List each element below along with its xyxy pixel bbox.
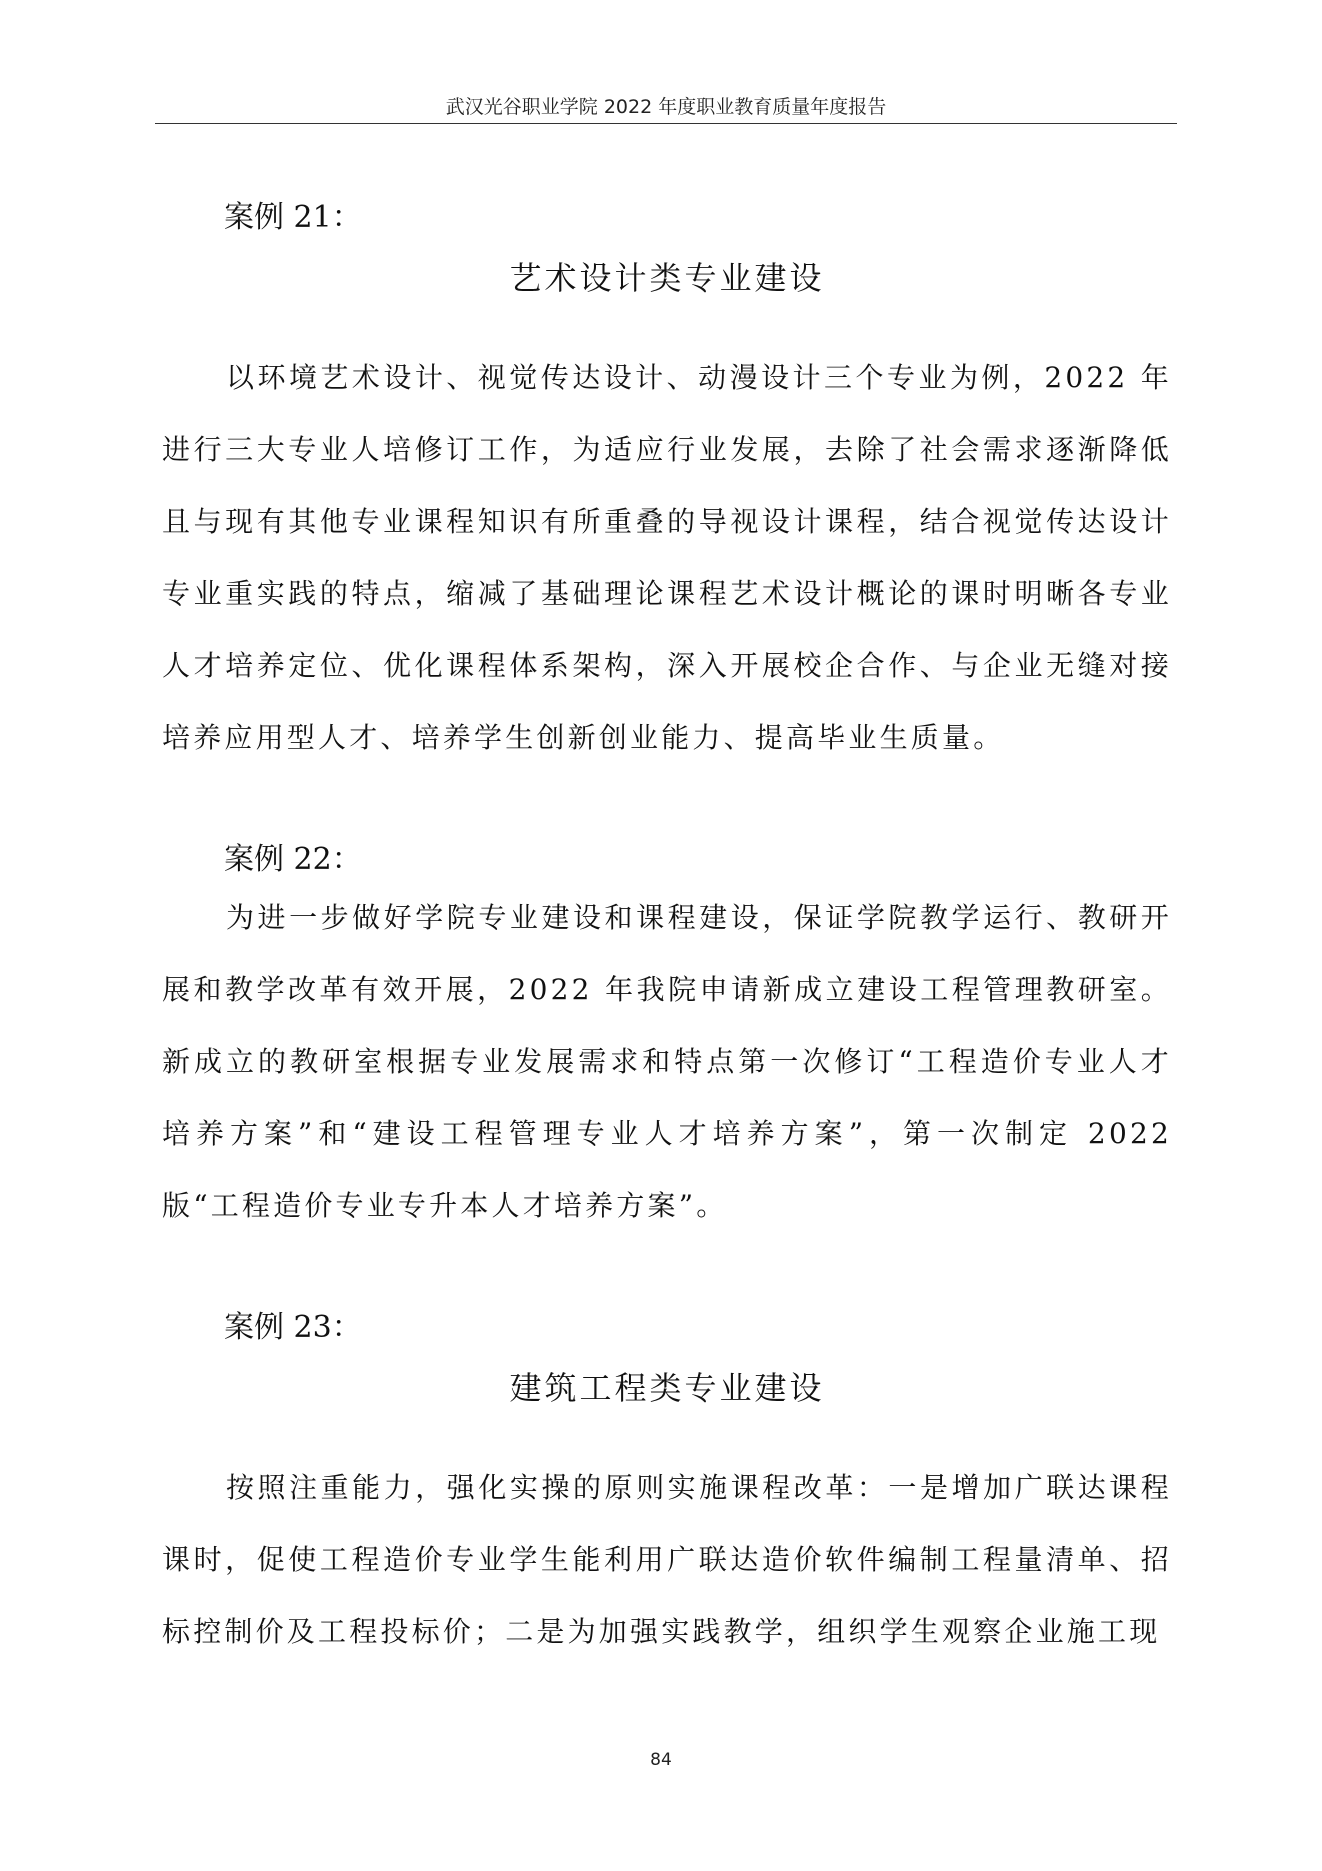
case-21-section [162,196,1172,774]
page-number: 84 [650,1750,672,1770]
case-23-paragraph: 按照注重能力，强化实操的原则实施课程改革：一是增加广联达课程课时，促使工程造价专业学生能利用广联达造价软件编制工程量清单、招标控制价及工程投标价；二是为加强实践教学，组织学生观察企业施工现 [162,1471,1172,1648]
header-divider [155,123,1177,124]
case-21-paragraph: 以环境艺术设计、视觉传达设计、动漫设计三个专业为例，2022 年进行三大专业人培修订工作，为适应行业发展，去除了社会需求逐渐降低且与现有其他专业课程知识有所重叠的导视设计课程，结合视觉传达设计专业重实践的特点，缩减了基础理论课程艺术设计概论的课时明晰各专业人才培养定位、优化课程体系架构，深入开展校企合作、与企业无缝对接培养应用型人才、培养学生创新创业能力、提高毕业生质量。 [162,361,1172,754]
case-22-paragraph: 为进一步做好学院专业建设和课程建设，保证学院教学运行、教研开展和教学改革有效开展，2022 年我院申请新成立建设工程管理教研室。新成立的教研室根据专业发展需求和特点第一次修订“工程造价专业人才培养方案”和“建设工程管理专业人才培养方案”，第一次制定 2022 版“工程造价专业专升本人才培养方案”。 [162,901,1172,1222]
case-22-label: 案例 22： [224,842,362,877]
case-23-label: 案例 23： [224,1310,362,1345]
case-21-label: 案例 21： [224,200,362,235]
case-22-section [162,838,1172,1242]
running-header: 武汉光谷职业学院 2022 年度职业教育质量年度报告 [445,96,887,118]
case-23-title: 建筑工程类专业建设 [509,1369,825,1407]
case-21-title: 艺术设计类专业建设 [509,259,825,297]
case-23-section [162,1306,1172,1668]
page-body [162,196,1172,1668]
